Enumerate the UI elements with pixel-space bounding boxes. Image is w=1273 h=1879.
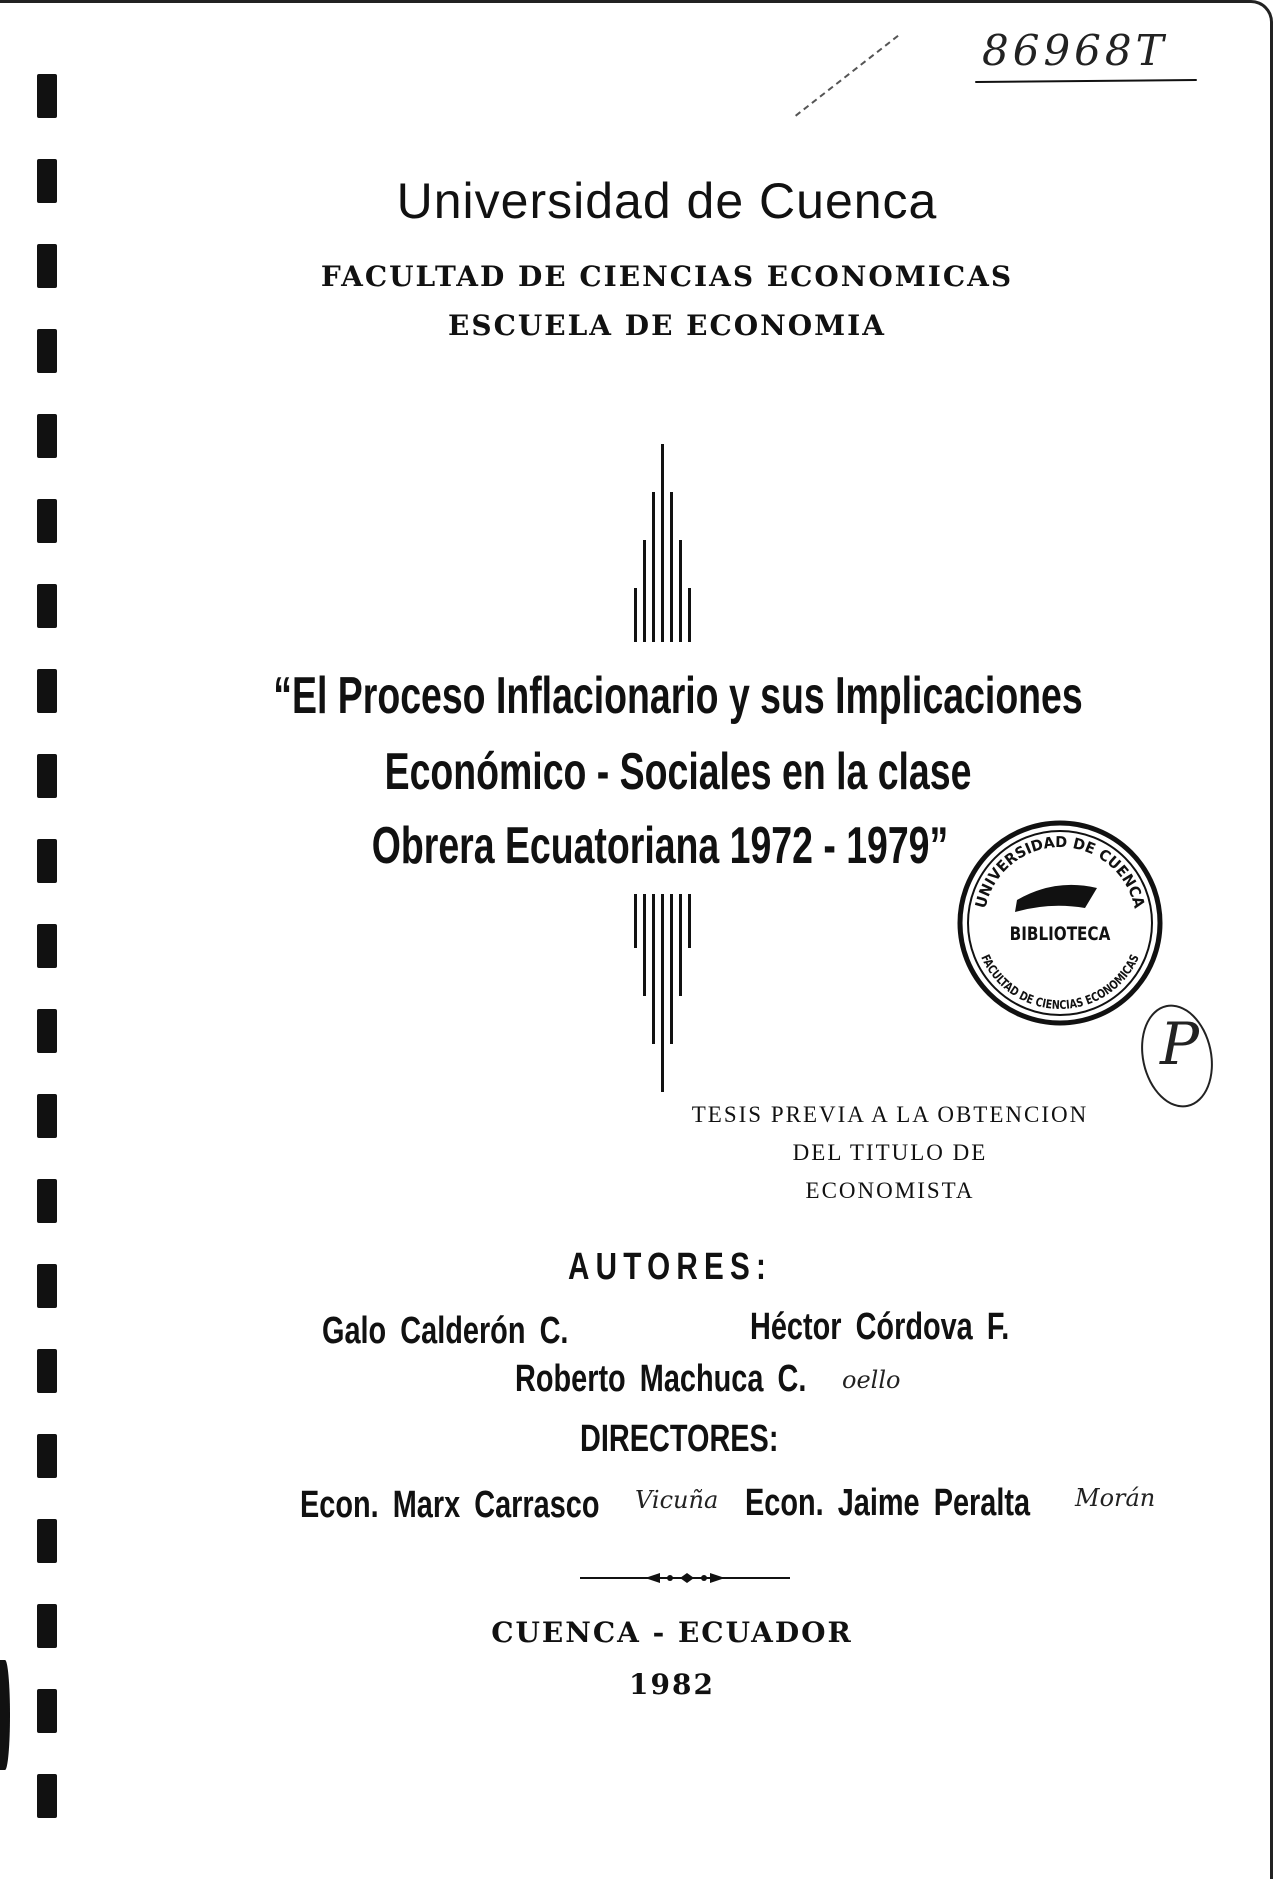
author-2: Héctor Córdova F. bbox=[750, 1306, 1010, 1348]
title-line-1: “El Proceso Inflacionario y sus Implicaciones bbox=[273, 667, 1083, 725]
binding-hole bbox=[37, 499, 57, 543]
accession-number: 86968T bbox=[982, 26, 1168, 75]
title-line-3: Obrera Ecuatoriana 1972 - 1979” bbox=[371, 817, 949, 875]
director-1: Econ. Marx Carrasco bbox=[300, 1484, 600, 1526]
ornament-divider bbox=[580, 1570, 790, 1586]
binding-hole bbox=[37, 74, 57, 118]
binding-hole bbox=[37, 1094, 57, 1138]
stamp-top-text: UNIVERSIDAD DE CUENCA bbox=[971, 833, 1149, 911]
thesis-note-line-1: TESIS PREVIA A LA OBTENCION bbox=[691, 1102, 1089, 1127]
binding-hole bbox=[37, 414, 57, 458]
binding-hole bbox=[37, 1604, 57, 1648]
binding-hole bbox=[37, 1689, 57, 1733]
year: 1982 bbox=[629, 1668, 715, 1701]
library-stamp bbox=[955, 818, 1165, 1028]
directors-heading: DIRECTORES: bbox=[580, 1418, 779, 1460]
thesis-note-line-3: ECONOMISTA bbox=[805, 1178, 975, 1203]
director-2-handwritten: Morán bbox=[1075, 1484, 1156, 1512]
stamp-signature bbox=[1015, 885, 1097, 912]
binding-hole bbox=[37, 159, 57, 203]
binding-hole bbox=[37, 1179, 57, 1223]
school-name: ESCUELA DE ECONOMIA bbox=[448, 309, 886, 342]
stamp-center-text: BIBLIOTECA bbox=[1009, 923, 1111, 946]
binding-hole bbox=[37, 1434, 57, 1478]
binding-hole bbox=[37, 329, 57, 373]
thesis-note-line-2: DEL TITULO DE bbox=[792, 1140, 988, 1165]
binding-hole bbox=[37, 754, 57, 798]
title-line-2: Económico - Sociales en la clase bbox=[384, 743, 972, 801]
binding-hole bbox=[37, 1349, 57, 1393]
director-1-handwritten: Vicuña bbox=[635, 1486, 719, 1514]
binding-hole bbox=[37, 1774, 57, 1818]
author-3-handwritten: oello bbox=[842, 1366, 901, 1394]
binding-hole bbox=[37, 1009, 57, 1053]
binding-hole bbox=[37, 584, 57, 628]
binding-hole bbox=[37, 839, 57, 883]
page-edge-shadow bbox=[0, 1660, 10, 1770]
binding-hole bbox=[37, 669, 57, 713]
stamp-bottom-text: FACULTAD DE CIENCIAS ECONOMICAS bbox=[978, 950, 1143, 1013]
authors-heading: AUTORES: bbox=[568, 1246, 773, 1288]
faculty-name: FACULTAD DE CIENCIAS ECONOMICAS bbox=[320, 260, 1014, 293]
author-1: Galo Calderón C. bbox=[322, 1310, 569, 1352]
director-2: Econ. Jaime Peralta bbox=[745, 1482, 1031, 1524]
place: CUENCA - ECUADOR bbox=[491, 1616, 853, 1649]
binding-hole bbox=[37, 924, 57, 968]
university-name: Universidad de Cuenca bbox=[396, 173, 938, 229]
margin-mark: P bbox=[1160, 1010, 1200, 1078]
binding-hole bbox=[37, 1264, 57, 1308]
binding-hole bbox=[37, 244, 57, 288]
binding-hole bbox=[37, 1519, 57, 1563]
author-3: Roberto Machuca C. bbox=[515, 1358, 807, 1400]
